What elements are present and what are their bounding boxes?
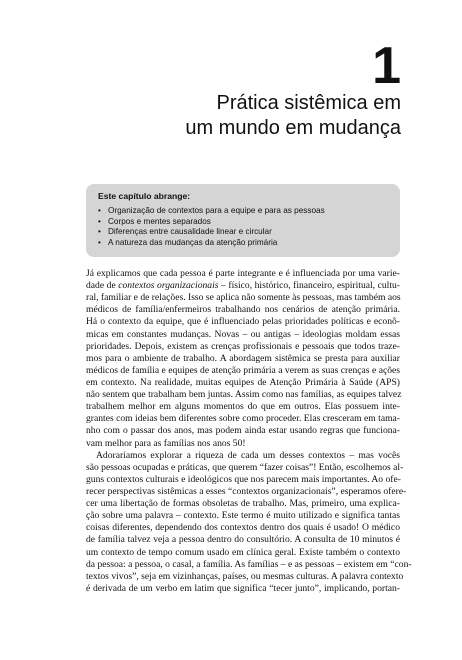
body-line: mos para o ambiente de trabalho. A abordagem sistêmica se presta para auxiliar [86, 352, 400, 364]
body-line: prioridades. Depois, existem as crenças profissionais e pessoais que todos traze- [86, 340, 400, 352]
body-line: é derivada de um verbo em latim que significa “tecer junto”, implicando, portan- [86, 582, 400, 594]
body-line: Já explicamos que cada pessoa é parte integrante e é influenciada por uma varie- [86, 268, 400, 279]
body-line [86, 280, 400, 292]
body-line: recer perspectivas sistêmicas a esses “contextos organizacionais”, esperamos ofere- [86, 485, 407, 497]
body-line: guns contextos culturais e ideológicos que nos parecem mais importantes. Ao ofe- [86, 473, 401, 485]
body-line: não sentem que trabalham bem juntas. Assim como nas famílias, as equipes talvez [86, 389, 402, 401]
body-line: nho com o passar dos anos, mas podem ainda estar usando regras que funciona- [86, 425, 400, 437]
body-line-rest: – físico, histórico, financeiro, espiritual, cultu- [218, 280, 400, 292]
body-line: são pessoas ocupadas e práticas, que querem “fazer coisas”! Então, escolhemos al- [86, 461, 404, 473]
summary-item: • Organização de contextos para a equipe e para as pessoas [98, 206, 388, 217]
chapter-title [185, 91, 401, 141]
summary-heading: Este capítulo abrange: [98, 191, 191, 201]
chapter-summary-box [86, 184, 400, 257]
body-line-start: dade de [86, 280, 119, 292]
chapter-title-line: um mundo em mudança [185, 117, 401, 139]
body-line: médicos de família/enfermeiros trabalhando nos cenários de atenção primária. [86, 304, 400, 316]
body-line: ção sobre uma palavra – contexto. Este termo é muito utilizado e significa tantas [86, 510, 400, 522]
body-line: da pessoa: a pessoa, o casal, a família. As famílias – e as pessoas – existem em “con- [86, 558, 412, 570]
body-line: cer uma libertação de formas obsoletas de trabalho. Mas, primeiro, uma explica- [86, 498, 400, 510]
body-line: ral, familiar e de relações. Isso se aplica não somente às pessoas, mas também aos [86, 292, 401, 304]
body-line: médicos de família e equipes de atenção primária a verem as suas crenças e ações [86, 364, 400, 376]
body-line: micas em constantes mudanças. Novas – ou antigas – ideologias moldam essas [86, 328, 400, 340]
summary-list [98, 206, 388, 248]
body-text [86, 268, 412, 595]
body-line: Há o contexto da equipe, que é influenciado pelas prioridades políticas e econô- [86, 316, 400, 328]
chapter-number: 1 [372, 37, 401, 95]
body-line: Adoraríamos explorar a riqueza de cada um desses contextos – mas vocês [96, 449, 400, 461]
chapter-title-line: Prática sistêmica em [216, 92, 401, 114]
body-line: grantes com ideias bem diferentes sobre como proceder. Elas cresceram em tama- [86, 413, 400, 425]
body-line: trabalhem melhor em alguns momentos do que em outros. Elas possuem inte- [86, 401, 400, 413]
body-line: textos vivos”, seja em vizinhanças, países, ou mesmas culturas. A palavra contexto [86, 570, 404, 582]
summary-item: • A natureza das mudanças da atenção primária [98, 238, 388, 249]
body-line: vam melhor para as famílias nos anos 50! [86, 437, 246, 449]
summary-item: • Corpos e mentes separados [98, 217, 388, 228]
body-line: de família talvez veja a pessoa dentro do consultório. A consulta de 10 minutos é [86, 534, 400, 546]
body-line: coisas diferentes, dependendo dos contextos dentro dos quais é usado! O médico [86, 522, 400, 534]
italic-term: contextos organizacionais [118, 280, 219, 292]
body-line: um contexto de tempo comum usado em clínica geral. Existe também o contexto [86, 546, 400, 558]
summary-item: • Diferenças entre causalidade linear e circular [98, 227, 388, 238]
body-line: em contexto. Na realidade, muitas equipes de Atenção Primária à Saúde (APS) [86, 376, 400, 388]
